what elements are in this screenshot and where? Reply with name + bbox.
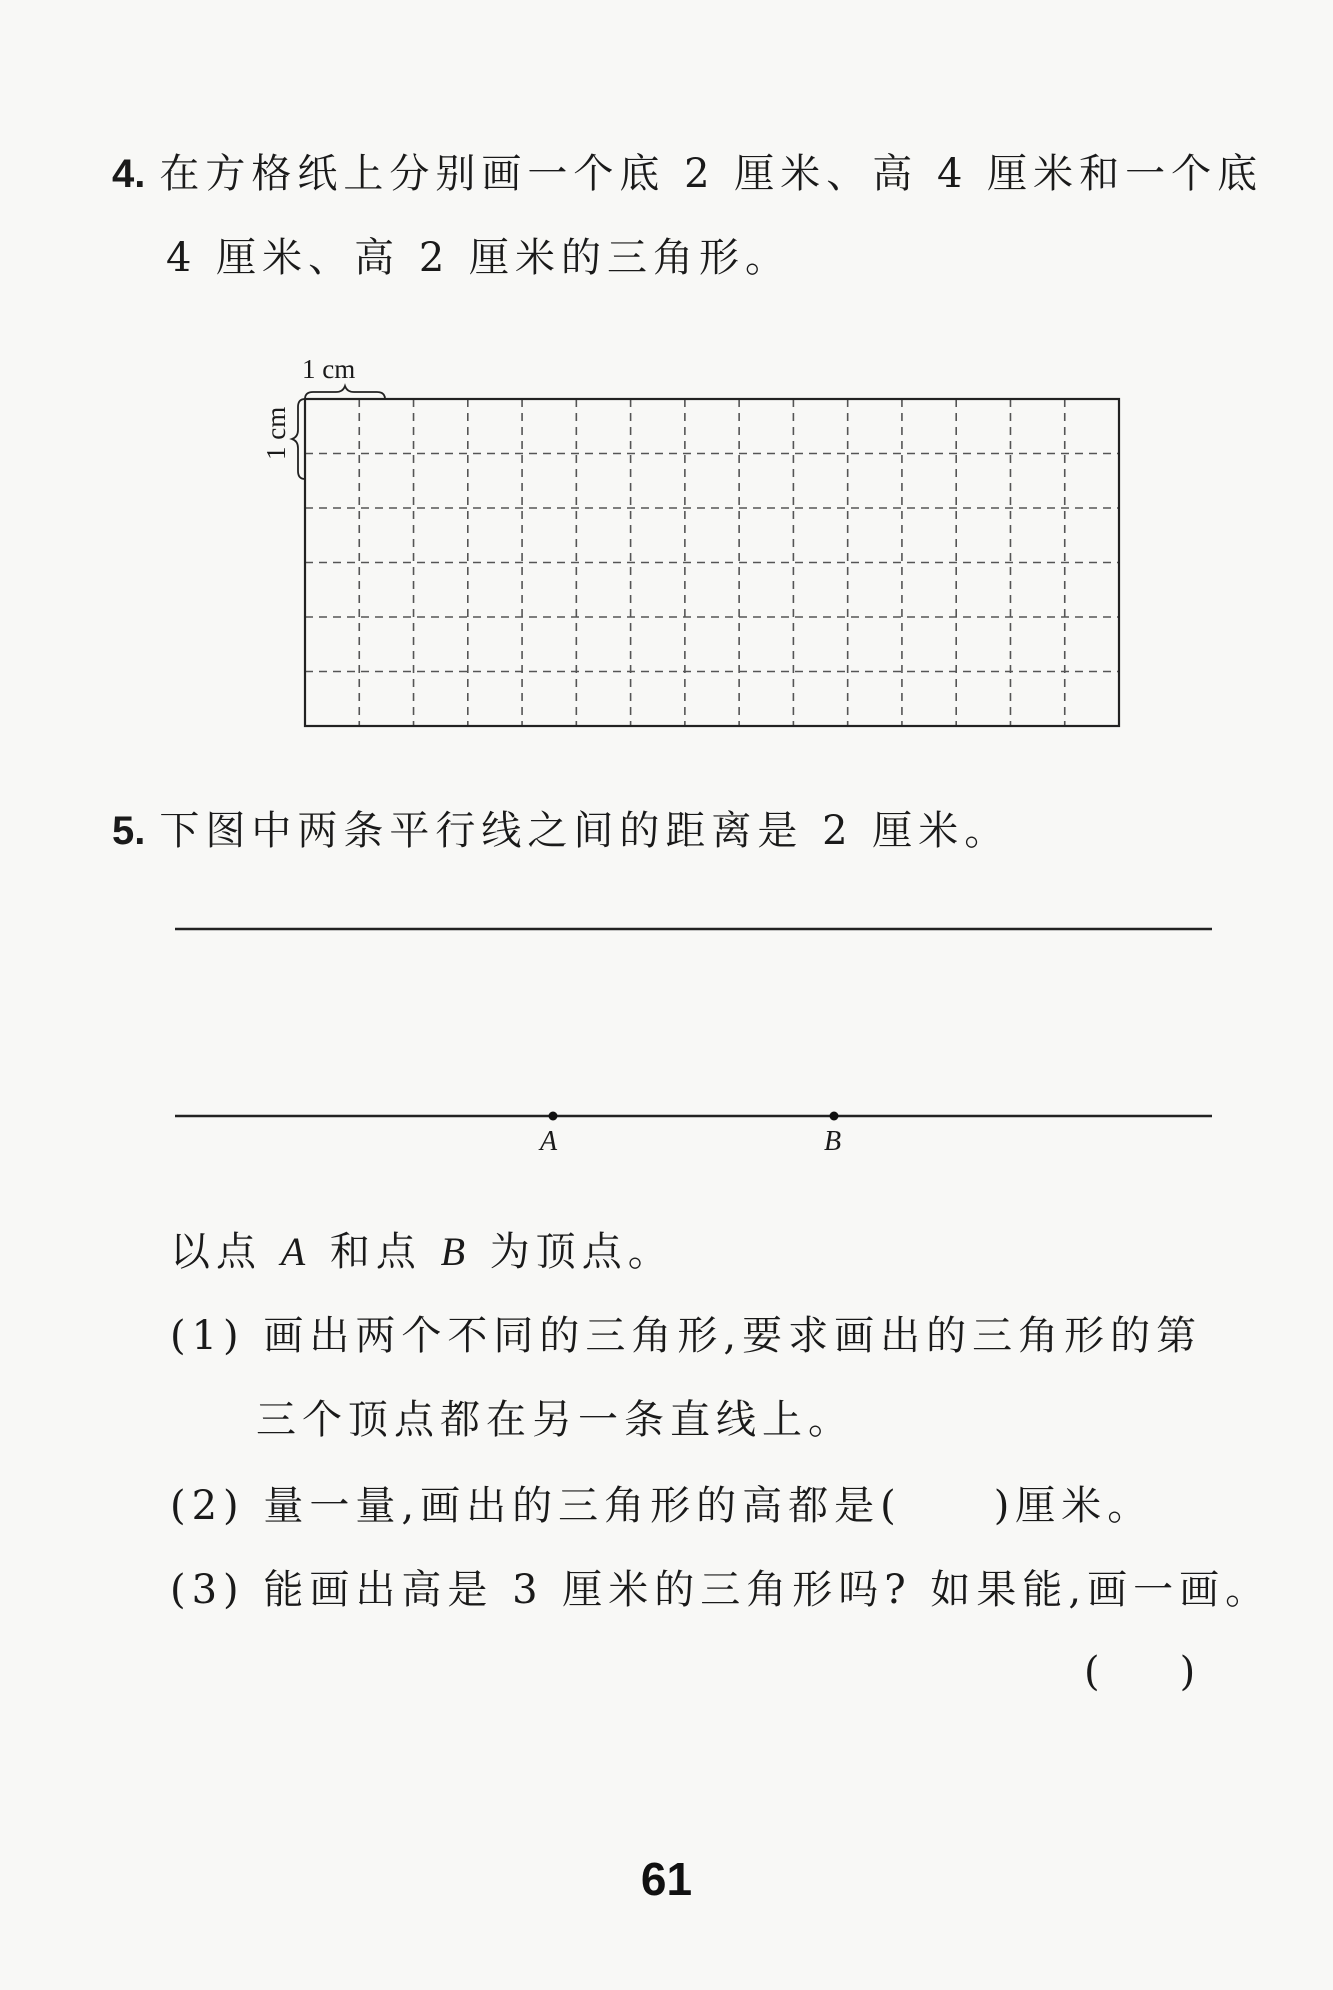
q5-answer-blank[interactable]: ( ) bbox=[1084, 1649, 1196, 1695]
q5-intro bbox=[170, 1226, 674, 1278]
q5-line1 bbox=[112, 805, 1010, 857]
q4-number: 4. bbox=[112, 152, 146, 196]
point-b-label: B bbox=[824, 1126, 842, 1157]
page-number: 61 bbox=[640, 1853, 693, 1905]
q5-intro-mid: 和点 bbox=[311, 1229, 441, 1275]
q5-intro-point-a: A bbox=[280, 1229, 312, 1274]
q5-intro-point-b: B bbox=[440, 1229, 472, 1274]
point-a-dot[interactable] bbox=[549, 1112, 558, 1121]
q5-item3: (3) 能画出高是 3 厘米的三角形吗? 如果能,画一画。 bbox=[170, 1567, 1272, 1613]
q5-item2: (2) 量一量,画出的三角形的高都是( )厘米。 bbox=[170, 1483, 1154, 1529]
grid-side-label: 1 cm bbox=[261, 406, 291, 460]
q4-text-line2: 4 厘米、高 2 厘米的三角形。 bbox=[166, 235, 792, 281]
q5-item1-line2: 三个顶点都在另一条直线上。 bbox=[256, 1397, 854, 1443]
grid-paper[interactable] bbox=[305, 399, 1119, 726]
q5-intro-suffix: 为顶点。 bbox=[471, 1229, 674, 1275]
top-brace bbox=[305, 386, 385, 399]
q4-text-line1: 在方格纸上分别画一个底 2 厘米、高 4 厘米和一个底 bbox=[159, 151, 1264, 197]
q5-number: 5. bbox=[112, 809, 146, 853]
q5-intro-prefix: 以点 bbox=[170, 1229, 281, 1275]
point-b-dot[interactable] bbox=[830, 1112, 839, 1121]
side-brace bbox=[292, 399, 305, 479]
point-a-label: A bbox=[540, 1126, 558, 1157]
q5-text-line1: 下图中两条平行线之间的距离是 2 厘米。 bbox=[159, 808, 1011, 854]
grid-top-label: 1 cm bbox=[302, 354, 356, 384]
q5-item1-line1: (1) 画出两个不同的三角形,要求画出的三角形的第 bbox=[170, 1313, 1203, 1359]
